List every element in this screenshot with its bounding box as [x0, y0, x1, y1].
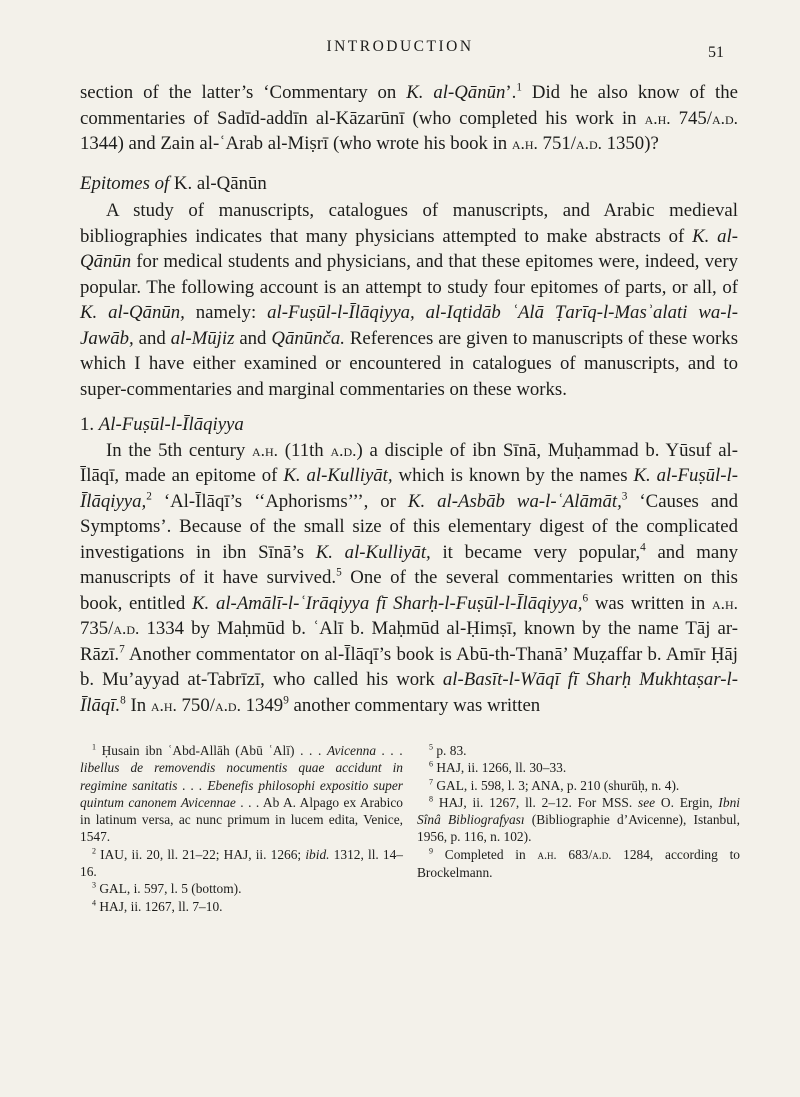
- footnote-9: $^9$ Completed in a.h. 683/a.d. 1284, according to Brockelmann.: [417, 846, 740, 881]
- footnote-4: $^4$ HAJ, ii. 1267, ll. 7–10.: [92, 898, 223, 914]
- paragraph-fusul: In the 5th century a.h. (11th a.d.) a disciple of ibn Sīnā, Muḥammad b. Yūsuf al-Īlāqī, made an epitome of K. al-Kulliyāt, which is known by the names K. al-Fuṣūl-l-Īlāqiyya,$^2$ ‘Al-Īlāqī’s ‘‘Aphorisms’’’, or K. al-Asbāb wa-l-ʿAlāmāt,$^3$ ‘Causes and Symptoms’. Because of the small size of this elementary digest of the complicated investigations in ibn Sīnā’s K. al-Kulliyāt, it became very popular,$^4$ and many manuscripts of it have survived.$^5$ One of the several commentaries written on this book, entitled K. al-Amālī-l-ʿIrāqiyya fī Sharḥ-l-Fuṣūl-l-Īlāqiyya,$^6$ was written in a.h. 735/a.d. 1334 by Maḥmūd b. ʿAlī b. Maḥmūd al-Ḥimṣī, known by the name Tāj ar-Rāzī.$^7$ Another commentator on al-Īlāqī’s book is Abū-th-Thanā’ Muẓaffar b. Amīr Ḥāj b. Mu’ayyad at-Tabrīzī, who called his work al-Basīt-l-Wāqī fī Sharḥ Mukhtaṣar-l-Īlāqī.$^8$ In a.h. 750/a.d. 1349$^9$ another commentary was written: [80, 439, 739, 716]
- footnote-ref: 1: [516, 81, 522, 94]
- footnote-2: $^2$ IAU, ii. 20, ll. 21–22; HAJ, ii. 1266; ibid. 1312, ll. 14–16.: [80, 846, 404, 880]
- footnote-1: $^1$ Ḥusain ibn ʿAbd-Allāh (Abū ʿAlī) . . . Avicenna . . . libellus de removendis nocumentis quae accidunt in regimine sanitatis . . . Ebenefis philosophi expositio super quintum canonem Avicennae . . . Ab A. Alpago ex Arabico in latinum versa, ac nunc primum in lucem edita, Venice, 1547.: [80, 742, 403, 845]
- footnote-8: $^8$ HAJ, ii. 1267, ll. 2–12. For MSS. see O. Ergin, Ibni Sînâ Bibliografyası (Bibliographie d’Avicenne), Istanbul, 1956, p. 116, n. 102).: [417, 794, 740, 845]
- footnote-ref: 8: [120, 694, 126, 707]
- footnotes: [80, 742, 740, 915]
- paragraph-opening: section of the latter’s ‘Commentary on K. al-Qānūn’.$^1$ Did he also know of the commentaries of Sadīd-addīn al-Kāzarūnī (who completed his work in a.h. 745/a.d. 1344) and Zain al-ʿArab al-Miṣrī (who wrote his book in a.h. 751/a.d. 1350)?: [80, 81, 738, 154]
- footnote-ref: 2: [146, 490, 152, 503]
- main-text: [80, 80, 738, 718]
- subsection-heading: 1. Al-Fuṣūl-l-Īlāqiyya: [80, 414, 244, 435]
- footnote-ref: 3: [621, 490, 628, 503]
- section-heading: Epitomes of K. al-Qānūn: [80, 172, 267, 194]
- footnote-6: $^6$ HAJ, ii. 1266, ll. 30–33.: [429, 759, 567, 776]
- paragraph-epitomes: A study of manuscripts, catalogues of manuscripts, and Arabic medieval bibliographies indicates that many physicians attempted to make abstracts of K. al-Qānūn for medical students and physicians, and that these epitomes were, indeed, very popular. The following account is an attempt to study four epitomes of parts, or all, of K. al-Qānūn, namely: al-Fuṣūl-l-Īlāqiyya, al-Iqtidāb ʿAlā Ṭarīq-l-Masʾalati wa-l-Jawāb, and al-Mūjiz and Qānūnča. References are given to manuscripts of these works which I have either examined or encountered in catalogues of manuscripts, and to super-commentaries and marginal commentaries on these works.: [80, 200, 739, 400]
- footnote-ref: 6: [582, 592, 589, 605]
- footnote-ref: 7: [119, 643, 125, 656]
- footnotes-right-column: [417, 742, 740, 915]
- footnotes-left-column: [80, 742, 403, 915]
- running-head: INTRODUCTION: [326, 38, 474, 55]
- footnote-ref: 9: [283, 694, 289, 707]
- footnote-ref: 4: [640, 541, 646, 554]
- footnote-7: $^7$ GAL, i. 598, l. 3; ANA, p. 210 (shurūḥ, n. 4).: [429, 777, 680, 793]
- footnote-5: $^5$ p. 83.: [429, 742, 467, 758]
- footnote-ref: 5: [336, 566, 342, 579]
- footnote-3: $^3$ GAL, i. 597, l. 5 (bottom).: [92, 880, 242, 897]
- page-number: 51: [708, 44, 724, 61]
